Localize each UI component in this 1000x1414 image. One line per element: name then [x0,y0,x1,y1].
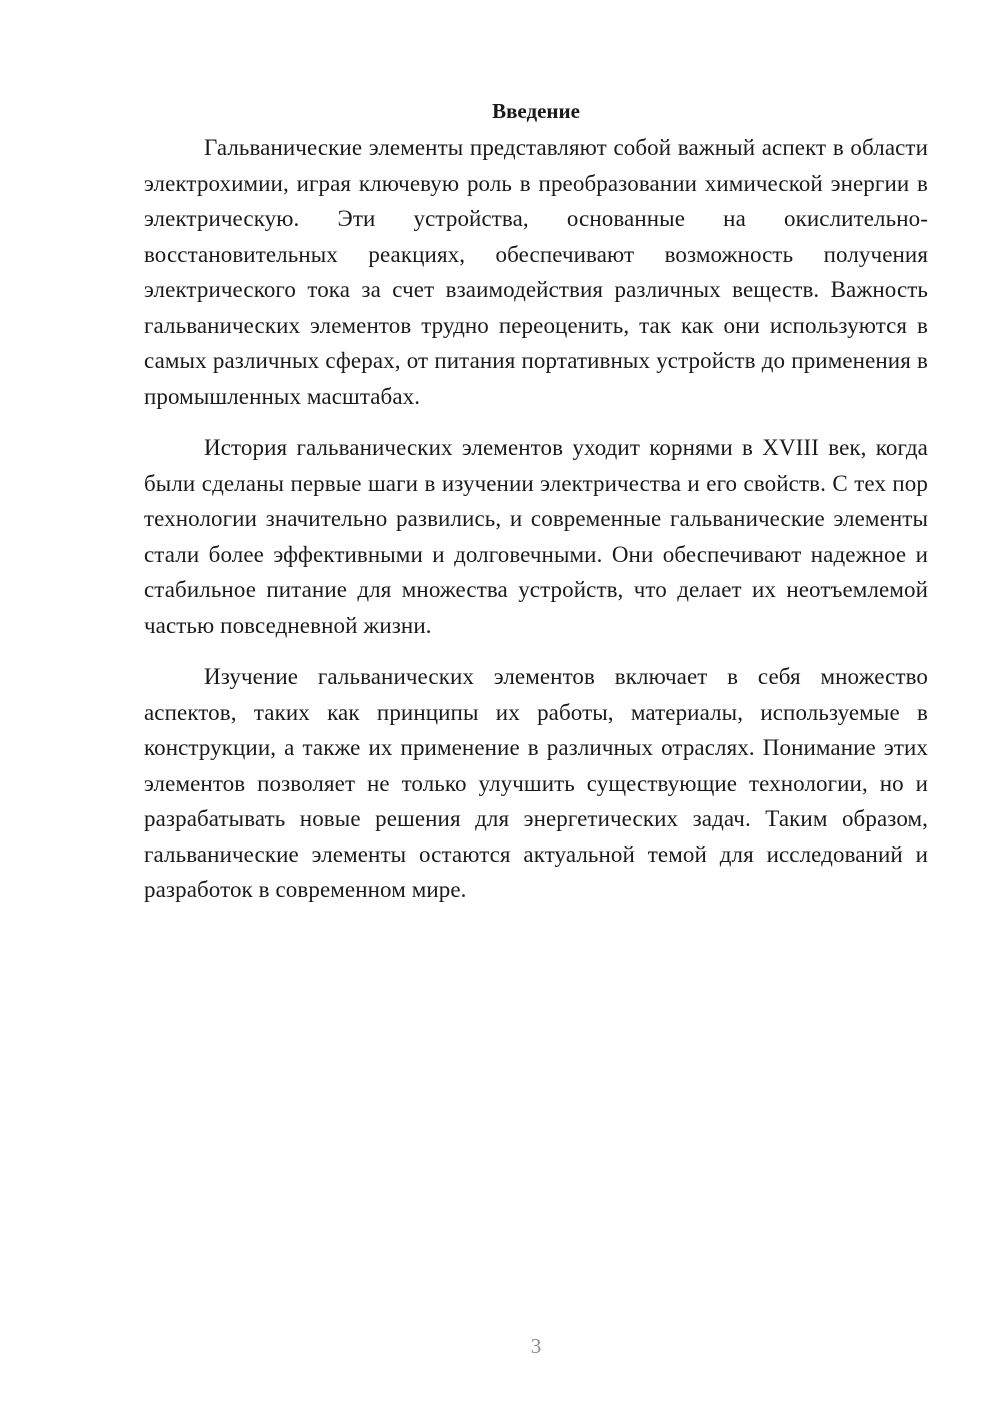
section-title: Введение [492,99,580,123]
paragraph-2: История гальванических элементов уходит корнями в XVIII век, когда были сделаны первые шаги в изучении электричества и его свойств. С тех пор технологии значительно развились, и современные гальванические элементы стали более эффективными и долговечными. Они обеспечивают надежное и стабильное питание для множества устройств, что делает их неотъемлемой частью повседневной жизни. [144,435,928,638]
page-content [144,96,928,924]
paragraph-1: Гальванические элементы представляют собой важный аспект в области электрохимии, играя ключевую роль в преобразовании химической энергии в электрическую. Эти устройства, основанные на окислительно-восстановительных реакциях, обеспечивают возможность получения электрического тока за счет взаимодействия различных веществ. Важность гальванических элементов трудно переоценить, так как они используются в самых различных сферах, от питания портативных устройств до применения в промышленных масштабах. [144,135,928,409]
paragraph-3: Изучение гальванических элементов включает в себя множество аспектов, таких как принципы их работы, материалы, используемые в конструкции, а также их применение в различных отраслях. Понимание этих элементов позволяет не только улучшить существующие технологии, но и разрабатывать новые решения для энергетических задач. Таким образом, гальванические элементы остаются актуальной темой для исследований и разработок в современном мире. [144,664,928,902]
page-number: 3 [530,1334,542,1358]
